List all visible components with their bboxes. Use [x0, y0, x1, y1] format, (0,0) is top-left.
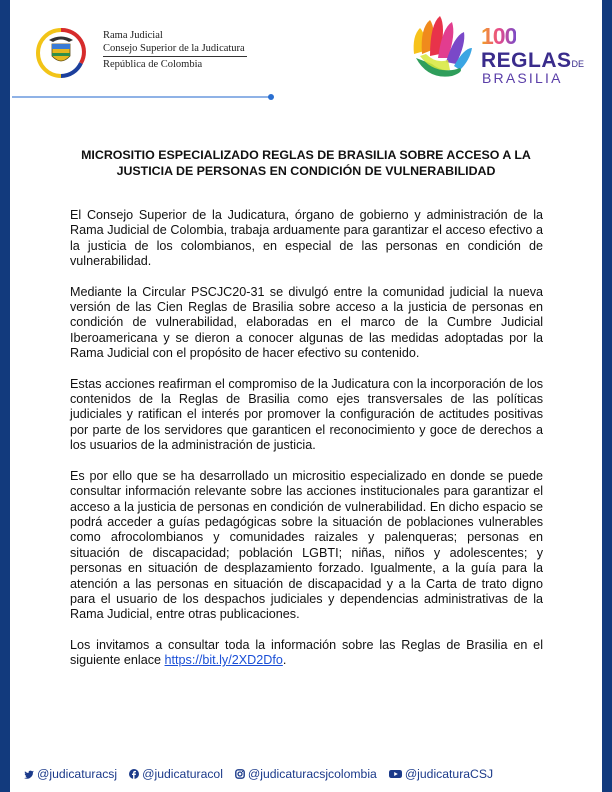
colored-hands-icon — [408, 14, 474, 82]
facebook-handle[interactable] — [129, 767, 223, 781]
100-reglas-de-brasilia-logo — [408, 14, 585, 86]
paragraph-5-end: . — [282, 653, 287, 668]
org-line-consejo: Consejo Superior de la Judicatura — [103, 42, 245, 54]
paragraph-5-text: Los invitamos a consultar toda la información sobre las Reglas de Brasilia en el siguiente enlace — [70, 637, 543, 668]
logo-brasilia: BRASILIA — [482, 70, 563, 86]
instagram-icon — [235, 769, 245, 779]
header-rule-dot — [268, 94, 274, 100]
logo-100 — [481, 24, 516, 48]
left-blue-margin — [0, 0, 10, 792]
facebook-handle-text: @judicaturacol — [142, 767, 223, 781]
paragraph-3: Estas acciones reafirman el compromiso de la Judicatura con la incorporación de los contenidos de la Reglas de Brasilia como ejes transversales de las políticas judiciales y ratifican el interés por promover la configuración de actitudes positivas por parte de los servidores que garanticen el reconocimiento y goce de derechos a los usuarios de la administración de justicia. — [70, 376, 543, 453]
facebook-icon — [129, 769, 139, 779]
instagram-handle-text: @judicaturacsjcolombia — [247, 767, 377, 781]
right-blue-margin — [602, 0, 612, 792]
org-line-republica: República de Colombia — [103, 59, 203, 70]
paragraph-4: Es por ello que se ha desarrollado un micrositio especializado en donde se puede consultar información relevante sobre las acciones institucionales para garantizar el acceso a la justicia de personas en condición de vulnerabilidad. En dicho espacio se podrá acceder a guías pedagógicas sobre la situación de poblaciones vulnerables como afrocolombianos y comunidades raizales y palenqueras; personas en situación de discapacidad; población LGBTI; niñas, niños y adolescentes; y personas en situación de desplazamiento forzado. Igualmente, a la guía para la atención a las personas en situación de discapacidad y a la Carta de trato digno para el usuario de los despachos judiciales y dependencias administrativas de la Rama Judicial, entre otras publicaciones. — [70, 468, 543, 622]
colombia-coat-of-arms-seal — [33, 24, 89, 82]
paragraph-5 — [70, 638, 543, 669]
logo-de-text: DE — [571, 59, 585, 69]
header-rule — [12, 96, 270, 98]
page-header — [0, 0, 612, 110]
document-body — [70, 208, 543, 684]
paragraph-2: Mediante la Circular PSCJC20-31 se divulgó entre la comunidad judicial la nueva versión de las Cien Reglas de Brasilia sobre acceso a la justicia de personas en condición de vulnerabilidad, elaboradas en el marco de la Cumbre Judicial Iberoamericana y se dieron a conocer algunas de las medidas adoptadas por la Rama Judicial con el propósito de hacer efectivo su contenido. — [70, 284, 543, 361]
youtube-handle[interactable] — [389, 767, 493, 781]
document-title: MICROSITIO ESPECIALIZADO REGLAS DE BRASILIA SOBRE ACCESO A LA JUSTICIA DE PERSONAS EN CONDICIÓN DE VULNERABILIDAD — [81, 148, 531, 178]
brasilia-link[interactable]: https://bit.ly/2XD2Dfo — [164, 653, 283, 668]
institution-name — [103, 30, 245, 72]
org-divider — [103, 56, 247, 57]
logo-reglas-text: REGLAS — [481, 49, 572, 72]
twitter-handle-text: @judicaturacsj — [37, 767, 118, 781]
youtube-handle-text: @judicaturaCSJ — [404, 767, 494, 781]
logo-number: 100 — [481, 23, 517, 49]
instagram-handle[interactable] — [235, 767, 377, 781]
social-footer — [24, 766, 505, 782]
paragraph-1: El Consejo Superior de la Judicatura, órgano de gobierno y administración de la Rama Judicial de Colombia, trabaja arduamente para garantizar el acceso efectivo a la justicia de los colombianos, en especial de las personas en condición de vulnerabilidad. — [70, 208, 543, 269]
twitter-icon — [24, 769, 34, 779]
twitter-handle[interactable] — [24, 767, 117, 781]
org-line-rama-judicial: Rama Judicial — [103, 30, 163, 41]
youtube-icon — [389, 769, 402, 779]
